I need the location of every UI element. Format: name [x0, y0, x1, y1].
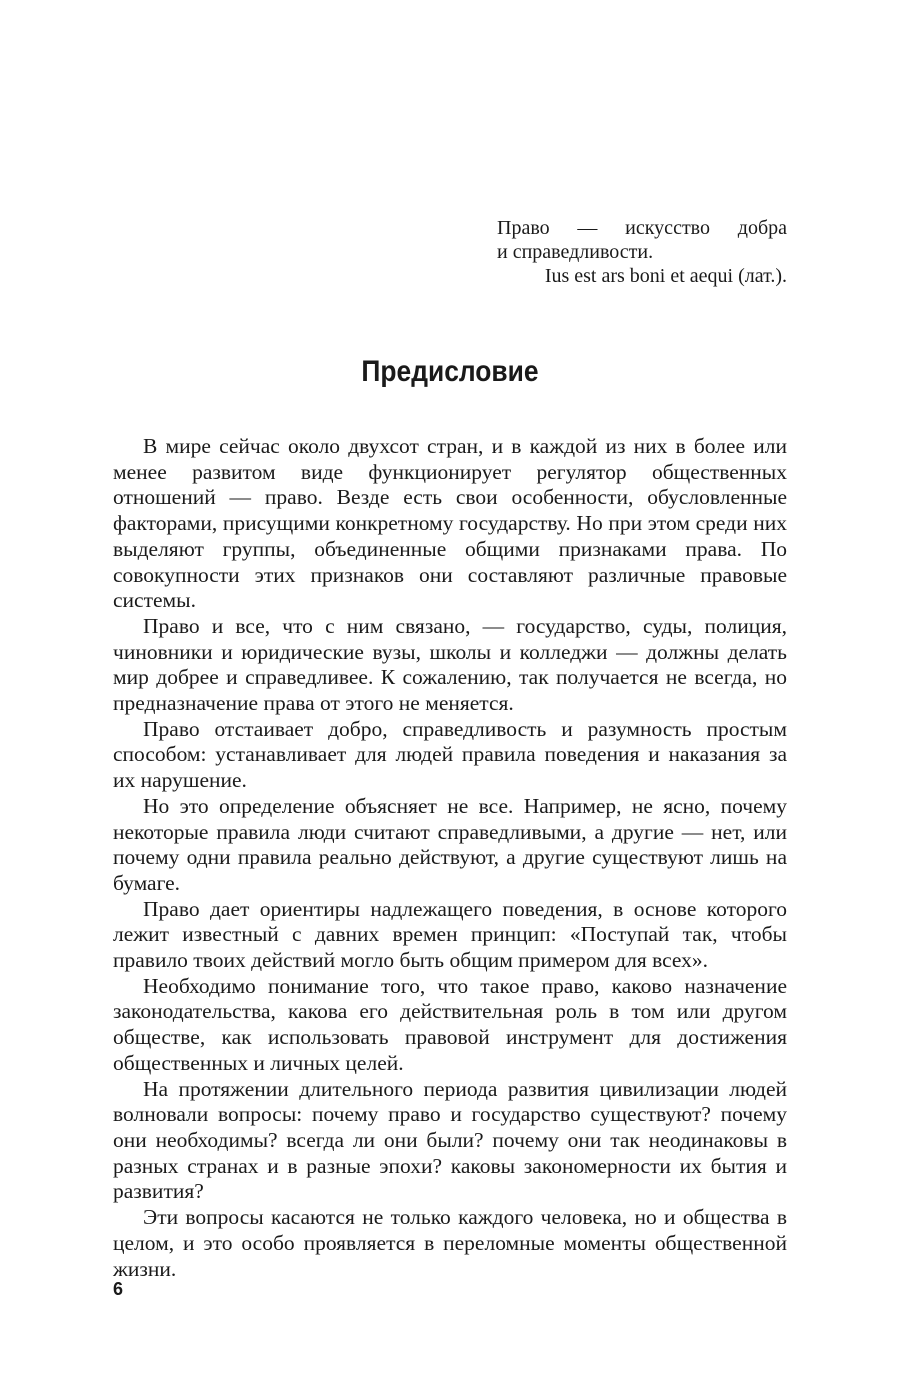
epigraph-word: добра — [737, 217, 787, 239]
paragraph: На протяжении длительного периода развития цивилизации людей волновали вопросы: почему право и государство существуют? почему они необходимы? всегда ли они были? почему они так неодинаковы в разных странах и в разные эпохи? каковы закономерности их бытия и развития? — [113, 1076, 787, 1204]
body-text — [113, 434, 787, 1282]
paragraph: Право отстаивает добро, справедливость и разумность простым способом: устанавливает для людей правила поведения и наказания за их нарушение. — [113, 716, 787, 793]
chapter-heading: Предисловие — [361, 355, 539, 388]
epigraph-line-2: и справедливости. — [497, 241, 654, 263]
paragraph: В мире сейчас около двухсот стран, и в каждой из них в более или менее развитом виде функционирует регулятор общественных отношений — право. Везде есть свои особенности, обусловленные факторами, присущими конкретному государству. Но при этом среди них выделяют группы, объединенные общими признаками права. По совокупности этих признаков они составляют различные правовые системы. — [113, 434, 787, 613]
epigraph-latin: Ius est ars boni et aequi (лат.). — [544, 265, 787, 287]
paragraph: Право дает ориентиры надлежащего поведения, в основе которого лежит известный с давних времен принцип: «Поступай так, чтобы правило твоих действий могло быть общим примером для всех». — [113, 896, 787, 973]
paragraph: Эти вопросы касаются не только каждого человека, но и общества в целом, и это особо проявляется в переломные моменты общественной жизни. — [113, 1205, 787, 1281]
epigraph-word: Право — [497, 217, 550, 239]
epigraph-line-1 — [497, 216, 787, 240]
epigraph-word: искусство — [625, 217, 710, 239]
epigraph-word: — — [577, 217, 598, 239]
paragraph: Необходимо понимание того, что такое право, каково назначение законодательства, какова его действительная роль в том или другом обществе, как использовать правовой инструмент для достижения общественных и личных целей. — [113, 973, 787, 1075]
epigraph — [497, 216, 787, 288]
page-number: 6 — [113, 1279, 124, 1299]
paragraph: Но это определение объясняет не все. Например, не ясно, почему некоторые правила люди считают справедливыми, а другие — нет, или почему одни правила реально действуют, а другие существуют лишь на бумаге. — [113, 793, 787, 895]
paragraph: Право и все, что с ним связано, — государство, суды, полиция, чиновники и юридические вузы, школы и колледжи — должны делать мир добрее и справедливее. К сожалению, так получается не всегда, но предназначение права от этого не меняется. — [113, 613, 787, 716]
